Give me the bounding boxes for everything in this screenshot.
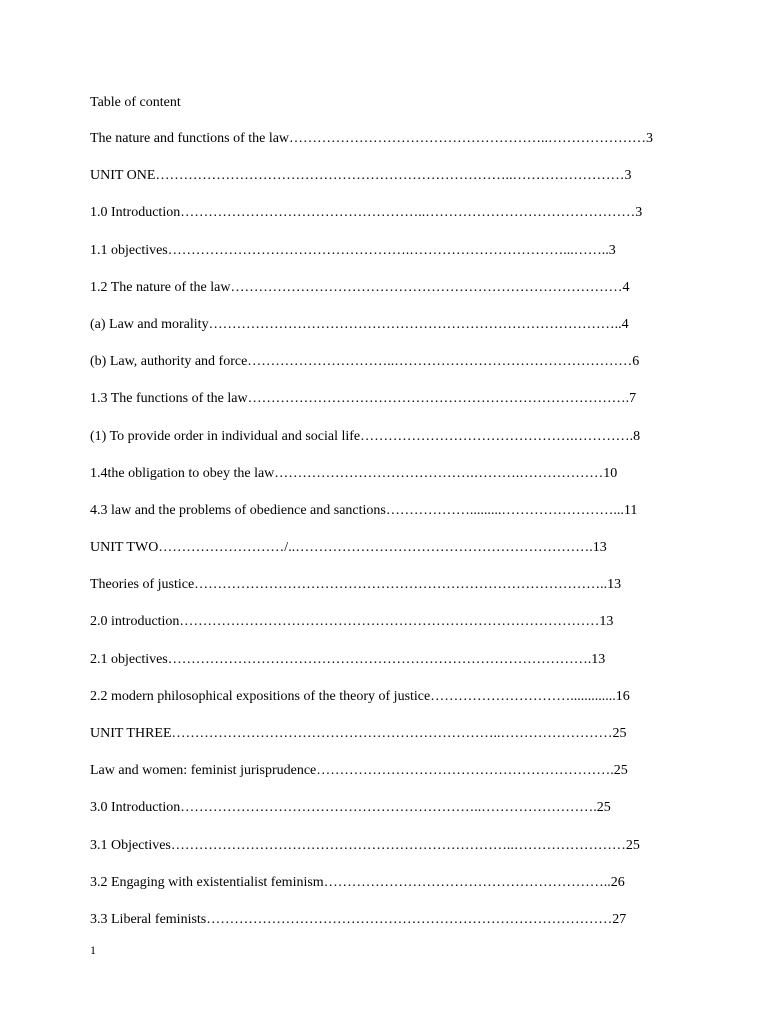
- toc-entry: 1.1 objectives…………………………………………….……………………………...……..3: [90, 242, 616, 258]
- toc-entry: UNIT ONE…………………………………………………………………..……………………3: [90, 168, 632, 184]
- toc-entry: UNIT THREE……………………………………………………………..……………………25: [90, 726, 627, 741]
- toc-entry: 2.1 objectives……………………………………………………………………………….13: [90, 651, 606, 667]
- toc-entry: UNIT TWO………………………/..……………………………………………………….13: [90, 540, 607, 556]
- toc-entry: 2.2 modern philosophical expositions of the theory of justice………………………….............16: [90, 688, 630, 704]
- page-number: 1: [90, 943, 96, 957]
- toc-entry: 1.3 The functions of the law……………………………………………………………………….7: [90, 391, 637, 407]
- toc-entry: (1) To provide order in individual and social life……………………………………….………….8: [90, 428, 641, 444]
- toc-entry: The nature and functions of the law………………………………………………..…………………3: [90, 131, 654, 146]
- toc-entry: (a) Law and morality……………………………………………………………………………..4: [90, 316, 629, 332]
- toc-entry: 3.3 Liberal feminists……………………………………………………………………………27: [90, 911, 627, 927]
- toc-entry: 1.0 Introduction……………………………………………..………………………………………3: [90, 205, 643, 221]
- toc-entry: 3.0 Introduction………………………………………………………..…………………….25: [90, 800, 611, 816]
- toc-entry: 1.4the obligation to obey the law…………………………………….……….………………10: [90, 465, 618, 481]
- toc-entry: 4.3 law and the problems of obedience and sanctions……………….........……………………...11: [90, 502, 638, 518]
- toc-entry: 2.0 introduction………………………………………………………………………………13: [90, 614, 614, 630]
- toc-entry: (b) Law, authority and force…………………………..……………………………………………6: [90, 354, 640, 370]
- toc-entry: 1.2 The nature of the law…………………………………………………………………………4: [90, 279, 630, 295]
- toc-list: [90, 130, 653, 948]
- toc-heading: Table of content: [90, 95, 181, 110]
- toc-entry: Theories of justice……………………………………………………………………………..13: [90, 577, 622, 593]
- toc-entry: 3.2 Engaging with existentialist feminism……………………………………………………..26: [90, 874, 625, 890]
- toc-entry: Law and women: feminist jurisprudence……………………………………………………….25: [90, 763, 628, 779]
- toc-entry: 3.1 Objectives………………………………………………………………..……………………25: [90, 837, 640, 853]
